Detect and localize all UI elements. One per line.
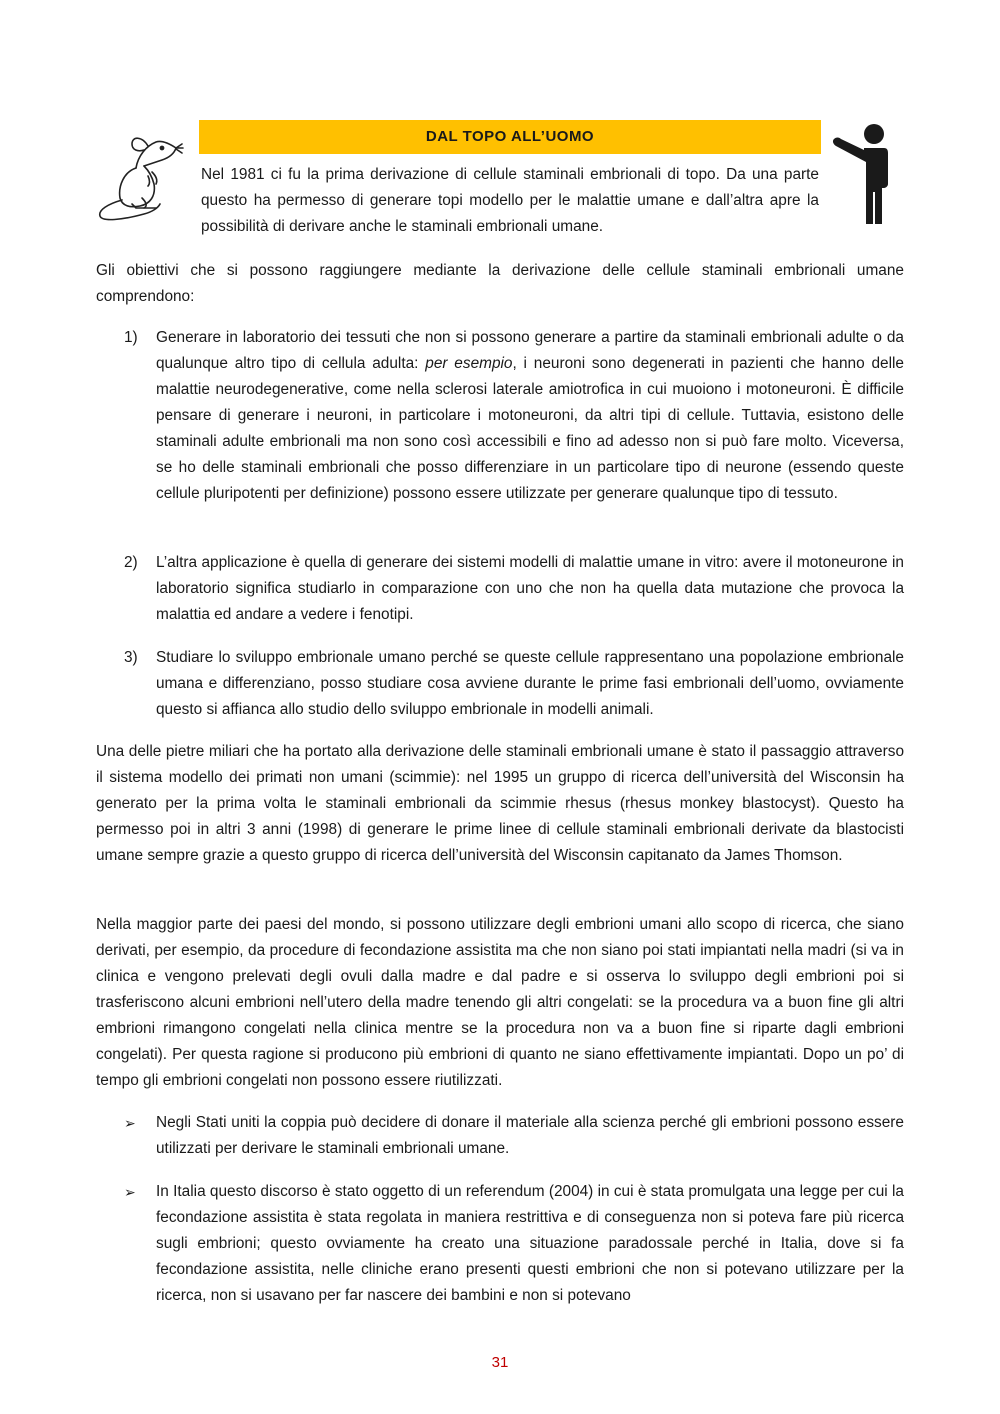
list-marker-3: 3)	[124, 649, 138, 666]
arrow-item-1: Negli Stati uniti la coppia può decidere di donare il materiale alla scienza perché gli embrioni possono essere utilizzati per derivare le staminali embrionali umane.	[156, 1114, 904, 1157]
arrow-marker-1: ➢	[124, 1115, 136, 1131]
list-item-1	[156, 325, 904, 507]
list-item-1-text-b: , i neuroni sono degenerati in pazienti che hanno delle malattie neurodegenerative, come nella sclerosi laterale amiotrofica in cui muoiono i motoneuroni. È difficile pensare di generare i neuroni, in particolare i motoneuroni, da altri tipi di cellule. Tuttavia, esistono delle staminali adulte embrionali ma non sono così accessibili e fino ad adesso non si può fare molto. Viceversa, se ho delle staminali embrionali che posso differenziare in un particolare tipo di neurone (essendo queste cellule pluripotenti per definizione) possono essere utilizzate per generare qualunque tipo di tessuto.	[156, 355, 904, 502]
arrow-item-2: In Italia questo discorso è stato oggetto di un referendum (2004) in cui è stata promulgata una legge per cui la fecondazione assistita è stata regolata in maniera restrittiva e di conseguenza non si poteva fare più ricerca sugli embrioni; questo ovviamente ha creato una situazione paradossale perché in Italia, dove si fa fecondazione assistita, nelle cliniche erano presenti questi embrioni che non si potevano utilizzare per la ricerca, non si usavano per far nascere dei bambini e non si potevano	[156, 1183, 904, 1304]
intro-paragraph: Gli obiettivi che si possono raggiungere mediante la derivazione delle cellule staminali embrionali umane comprendono:	[96, 262, 904, 305]
box-text: Nel 1981 ci fu la prima derivazione di cellule staminali embrionali di topo. Da una parte questo ha permesso di generare topi modello per le malattie umane e dall’altra apre la possibilità di derivare anche le staminali embrionali umane.	[201, 166, 819, 235]
box-title: DAL TOPO ALL’UOMO	[199, 120, 821, 154]
paragraph-countries: Nella maggior parte dei paesi del mondo, si possono utilizzare degli embrioni umani allo scopo di ricerca, che siano derivati, per esempio, da procedure di fecondazione assistita ma che non siano poi stati impiantati nella madri (si va in clinica e vengono prelevati degli ovuli dalla madre e dal padre e si osserva lo sviluppo degli embrioni poi si trasferiscono alcuni embrioni nell’utero della madre tenendo gli altri congelati: se la procedura va a buon fine gli altri embrioni rimangono congelati nella clinica mentre se la procedura non va a buon fine si riparte dagli embrioni congelati). Per questa ragione si producono più embrioni di quanto ne siano effettivamente impiantati. Dopo un po’ di tempo gli embrioni congelati non possono essere riutilizzati.	[96, 916, 904, 1089]
person-pointing-icon	[830, 122, 890, 226]
page-number: 31	[491, 1354, 509, 1371]
list-item-2: L’altra applicazione è quella di generare dei sistemi modelli di malattie umane in vitro: avere il motoneurone in laboratorio significa studiarlo in comparazione con uno che non ha quella data mutazione che provoca la malattia ed andare a vedere i fenotipi.	[156, 554, 904, 623]
list-item-1-text-a: Generare in laboratorio dei tessuti che non si possono generare a partire da staminali embrionali adulte o da qualunque altro tipo di cellula adulta:	[156, 329, 904, 372]
list-marker-2: 2)	[124, 554, 138, 571]
list-item-1-emphasis: per esempio	[425, 355, 513, 372]
arrow-marker-2: ➢	[124, 1184, 136, 1200]
list-marker-1: 1)	[124, 329, 138, 346]
list-item-3: Studiare lo sviluppo embrionale umano perché se queste cellule rappresentano una popolazione embrionale umana e differenziano, posso studiare cosa avviene durante le prime fasi embrionali dell’uomo, ovviamente questo si affianca allo studio dello sviluppo embrionale in modelli animali.	[156, 649, 904, 718]
mouse-icon	[96, 128, 184, 224]
paragraph-primates: Una delle pietre miliari che ha portato alla derivazione delle staminali embrionali umane è stato il passaggio attraverso il sistema modello dei primati non umani (scimmie): nel 1995 un gruppo di ricerca dell’università del Wisconsin ha generato per la prima volta le staminali embrionali da scimmie rhesus (rhesus monkey blastocyst). Questo ha permesso poi in altri 3 anni (1998) di generare le prime linee di cellule staminali embrionali derivate da blastocisti umane sempre grazie a questo gruppo di ricerca dell’università del Wisconsin capitanato da James Thomson.	[96, 743, 904, 864]
